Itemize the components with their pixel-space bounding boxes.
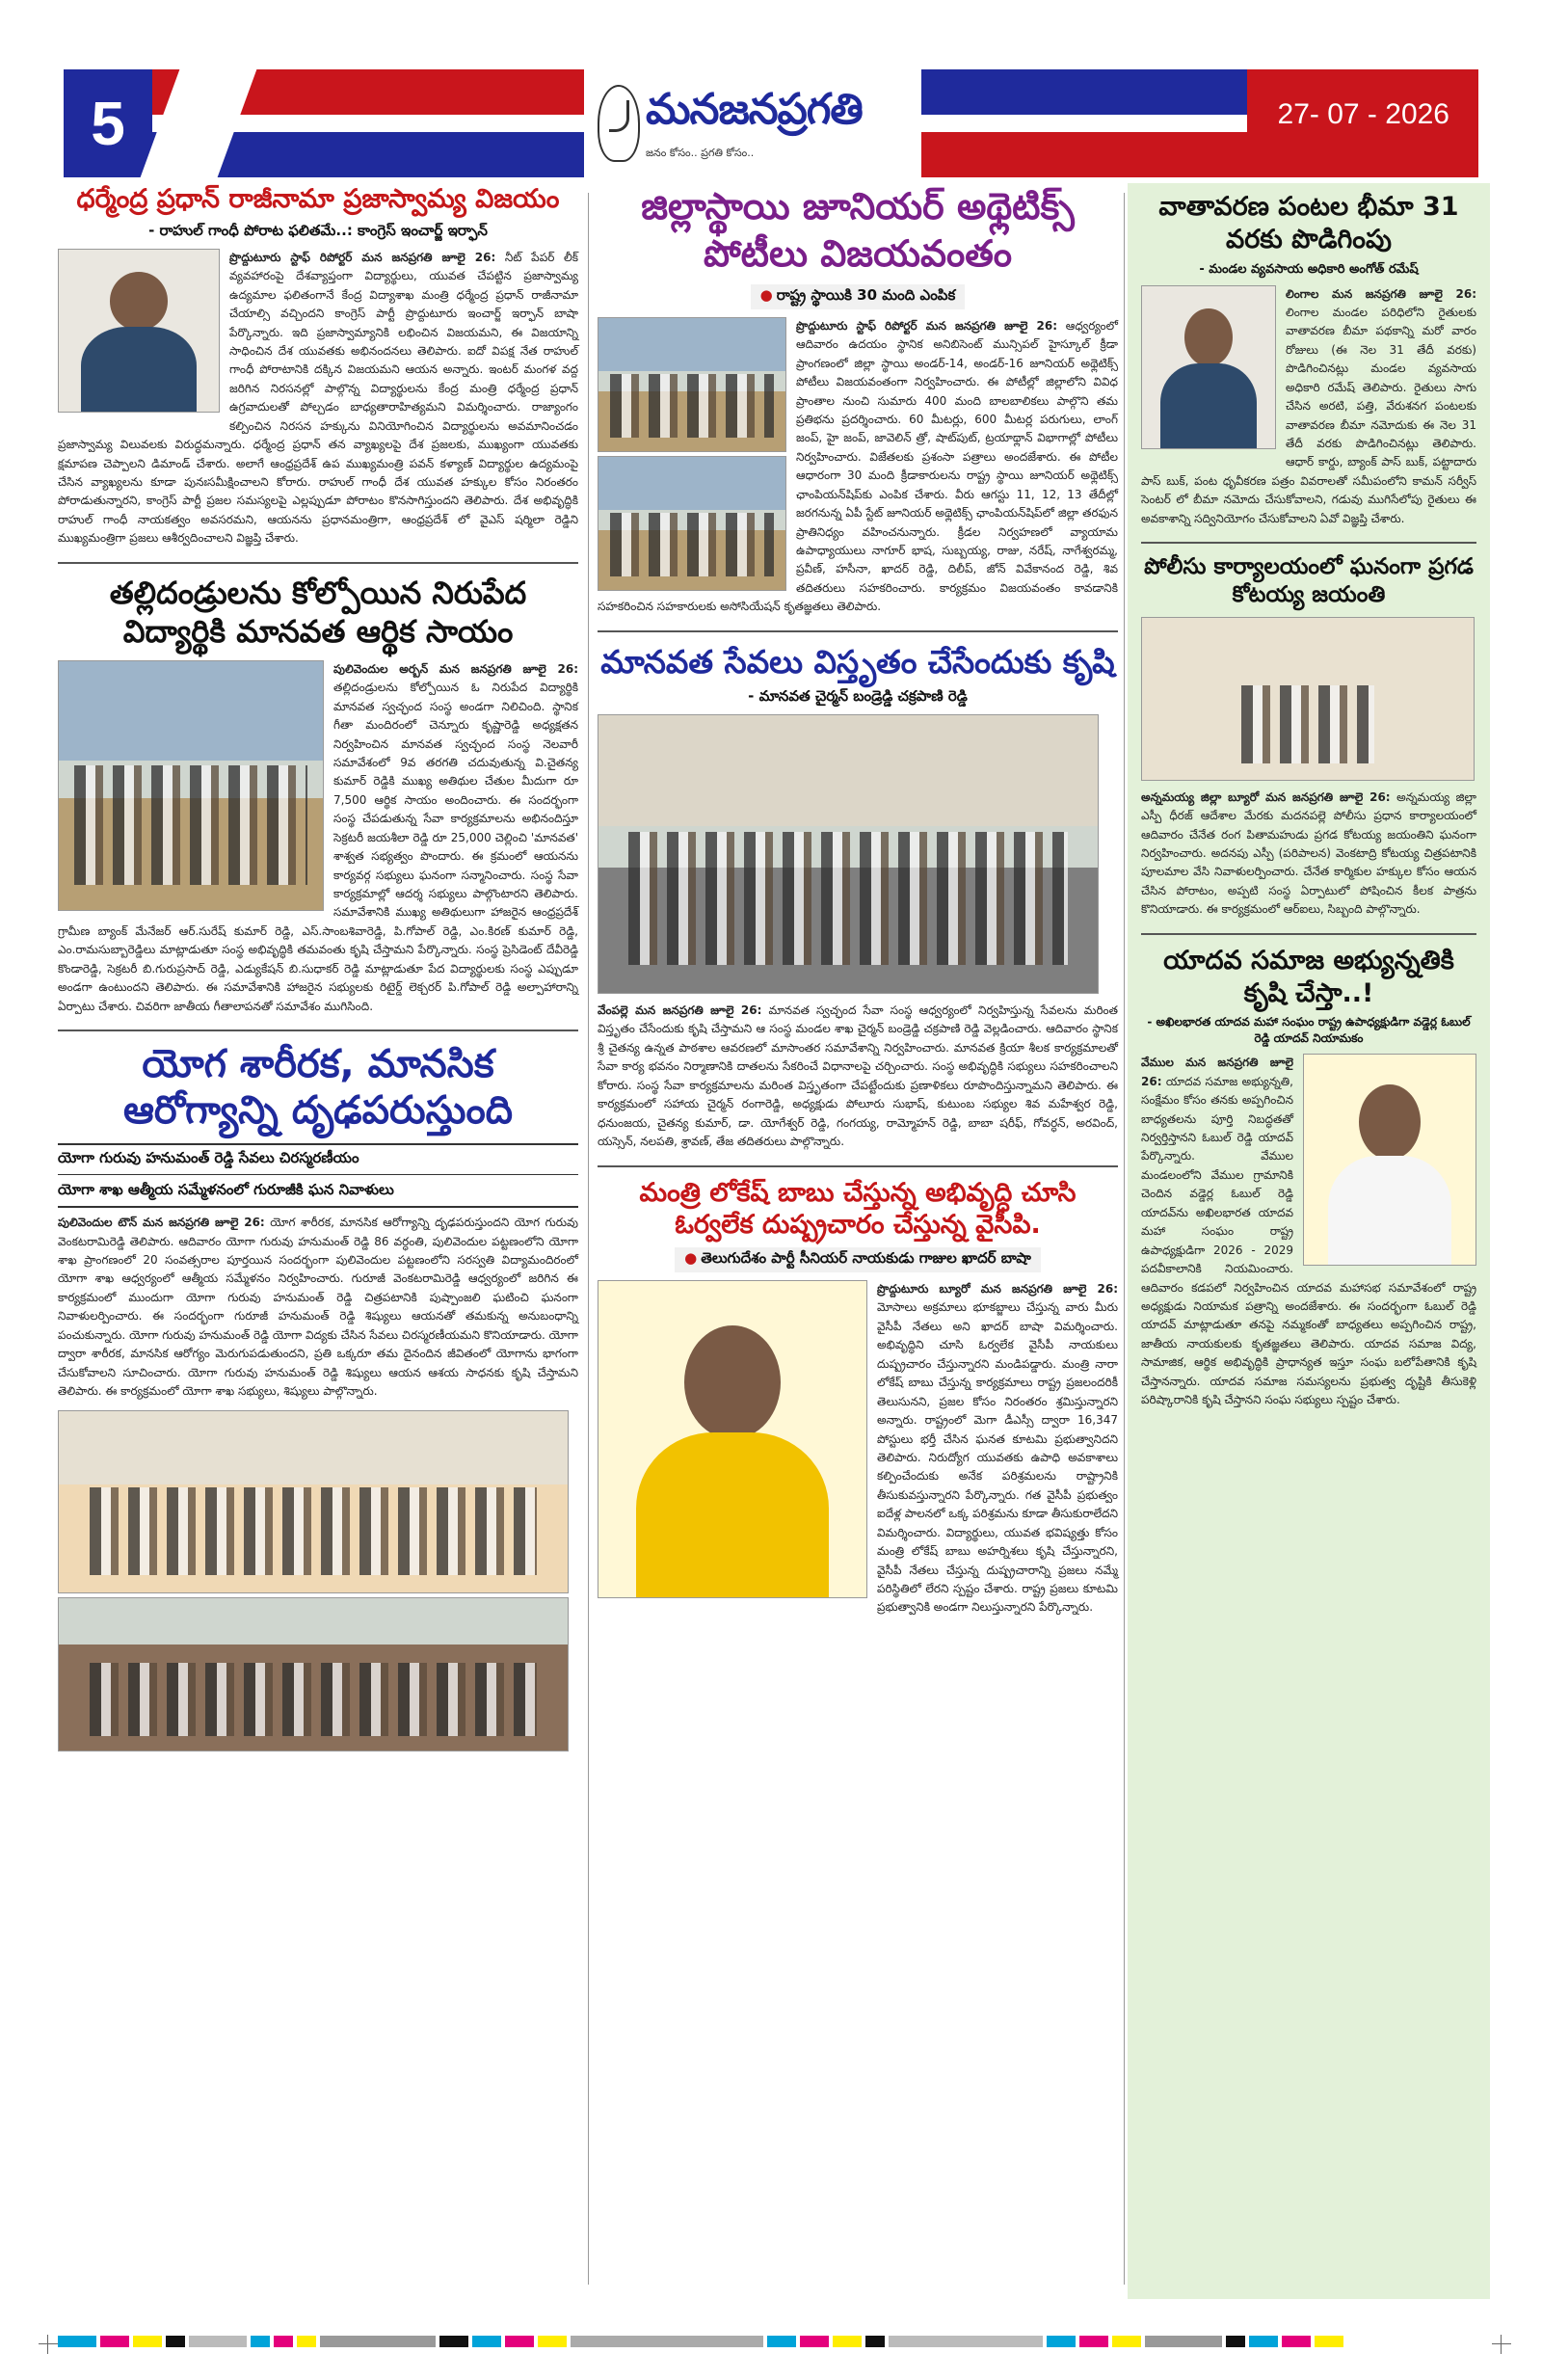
photo-obul-reddy-yadav xyxy=(1303,1054,1476,1266)
article-manavata-student-aid xyxy=(58,574,578,1016)
newspaper-name: మనజనప్రగతి xyxy=(646,85,863,134)
article-body xyxy=(598,1002,1118,1152)
article-text: నీట్ పేపర్ లీక్ వ్యవహారంపై దేశవ్యాప్తంగా విద్యార్థులు, యువత చేపట్టిన ప్రజాస్వామ్య ఉద్యమాల ఫలితంగానే కేంద్ర విద్యాశాఖ మంత్రి ధర్మేంద్ర ప్రధాన్ రాజీనామా చేయాల్సి వచ్చిందని కాంగ్రెస్ పార్టీ ప్రొద్దుటూరు ఇంచార్జ్ ఇర్ఫాన్ బాషా పేర్కొన్నారు. ఇది ప్రజాస్వామ్యానికి లభించిన విజయమని, ఈ విజయాన్ని సాధించిన దేశ యువతకు అభినందనలు తెలిపారు. ఐదో విపక్ష నేత రాహుల్ గాంధీ పోరాటానికి దక్కిన విజయమని ఆయన అన్నారు. ఇంటర్ మంగళ వద్ద జరిగిన నిరసనల్లో పాల్గొన్న విద్యార్థులను కేంద్ర మంత్రి ధర్మేంద్ర ప్రధాన్ ఉగ్రవాదులతో పోల్చడం బాధ్యతారాహిత్యమని విమర్శించారు. రాజ్యాంగం కల్పించిన నిరసన హక్కును వినియోగించిన విద్యార్థులను అవమానించడం ప్రజాస్వామ్య విలువలకు విరుద్ధమన్నారు. ధర్మేంద్ర ప్రధాన్ తన వ్యాఖ్యలపై దేశ ప్రజలకు, ముఖ్యంగా యువతకు క్షమాపణ చెప్పాలని డిమాండ్ చేశారు. అలాగే ఆంధ్రప్రదేశ్ ఉప ముఖ్యమంత్రి పవన్ కళ్యాణ్ విద్యార్థుల ఉద్యమంపై చేసిన వ్యాఖ్యలను కూడా పునఃసమీక్షించాలని కోరారు. రాహుల్ గాంధీ దేశ యువత హక్కుల కోసం నిరంతరం పోరాడుతున్నారని, కాంగ్రెస్ పార్టీ ప్రజల సమస్యలపై ఎల్లప్పుడూ పోరాటం కొనసాగిస్తుందని తెలిపారు. దేశ అభివృద్ధికి రాహుల్ గాంధీ నాయకత్వం అవసరమని, ఆయనను ప్రధానమంత్రిగా, ఆంధ్రప్రదేశ్ లో వైఎస్ షర్మిలా రెడ్డిని ముఖ్యమంత్రిగా ప్రజలు ఆశీర్వదించాలని విజ్ఞప్తి చేశారు. xyxy=(58,250,578,546)
photo-angoth-ramesh xyxy=(1141,285,1276,449)
article-headline: ధర్మేంద్ర ప్రధాన్ రాజీనామా ప్రజాస్వామ్య విజయం xyxy=(76,184,560,214)
color-registration-strip xyxy=(58,2333,1484,2350)
article-dateline: లింగాల మన జనప్రగతి జూలై 26: xyxy=(1286,286,1476,301)
article-headline: యోగ శారీరక, మానసిక ఆరోగ్యాన్ని దృఢపరుస్తుంది xyxy=(122,1042,514,1134)
article-dateline: పులివెందుల టౌన్ మన జనప్రగతి జూలై 26: xyxy=(58,1216,265,1230)
article-text: మోసాలు అక్రమాలు భూకబ్జాలు చేస్తున్న వారు మీరు వైసీపీ నేతలు అని ఖాదర్ బాషా విమర్శించారు. అభివృద్ధిని చూసి ఓర్వలేక వైసీపీ నాయకులు దుష్ప్రచారం చేస్తున్నారని మండిపడ్డారు. మంత్రి నారా లోకేష్ బాబు చేస్తున్న కార్యక్రమాలు రాష్ట్ర ప్రజలందరికీ తెలుసునని, ప్రజల కోసం నిరంతరం శ్రమిస్తున్నారని అన్నారు. రాష్ట్రంలో మెగా డీఎస్సీ ద్వారా 16,347 పోస్టులు భర్తీ చేసిన ఘనత కూటమి ప్రభుత్వానిదని తెలిపారు. నిరుద్యోగ యువతకు ఉపాధి అవకాశాలు కల్పించేందుకు అనేక పరిశ్రమలను రాష్ట్రానికి తీసుకువస్తున్నారని పేర్కొన్నారు. గత వైసీపీ ప్రభుత్వం ఐదేళ్ల పాలనలో ఒక్క పరిశ్రమను కూడా తీసుకురాలేదని విమర్శించారు. విద్యార్థులు, యువత భవిష్యత్తు కోసం మంత్రి లోకేష్ బాబు అహర్నిశలు కృషి చేస్తున్నారని, వైసీపీ నేతలు చేస్తున్న దుష్ప్రచారాన్ని ప్రజలు నమ్మే పరిస్థితిలో లేరని స్పష్టం చేశారు. రాష్ట్ర ప్రజలు కూటమి ప్రభుత్వానికి అండగా నిలుస్తున్నారని పేర్కొన్నారు. xyxy=(877,1300,1118,1615)
article-subheadline: ● రాష్ట్ర స్థాయికి 30 మంది ఎంపిక xyxy=(751,284,966,309)
article-dateline: వేంపల్లె మన జనప్రగతి జూలై 26: xyxy=(598,1003,762,1018)
article-subheadline: - అఖిలభారత యాదవ మహా సంఘం రాష్ట్ర ఉపాధ్యక్షుడిగా వడ్డెర్ల ఓబుల్ రెడ్డి యాదవ్ నియామకం xyxy=(1147,1015,1471,1046)
newspaper-tagline: జనం కోసం.. ప్రగతి కోసం.. xyxy=(646,147,755,159)
article-body xyxy=(58,1214,578,1401)
article-subheadline: యోగా గురువు హనుమంత్ రెడ్డి సేవలు చిరస్మరణీయం xyxy=(58,1143,578,1175)
article-subheadline: - మండల వ్యవసాయ అధికారి అంగోత్ రమేష్ xyxy=(1199,261,1419,277)
masthead-logo xyxy=(584,69,921,177)
article-headline: వాతావరణ పంటల భీమా 31 వరకు పొడిగింపు xyxy=(1158,192,1459,254)
article-text: తల్లిదండ్రులను కోల్పోయిన ఓ నిరుపేద విద్యార్థికి మానవత స్వచ్ఛంద సంస్థ అండగా నిలిచింది. స్థానిక గీతా మందిరంలో చెన్నూరు కృష్ణారెడ్డి అధ్యక్షతన నిర్వహించిన మానవత స్వచ్ఛంద సంస్థ నెలవారీ సమావేశంలో 9వ తరగతి చదువుతున్న వి.చైతన్య కుమార్ రెడ్డికి ముఖ్య అతిథుల చేతుల మీదుగా రూ 7,500 ఆర్థిక సాయం అందించారు. ఈ సందర్భంగా సంస్థ చేపడుతున్న సేవా కార్యక్రమాలను అభినందిస్తూ సెక్రటరీ జయశీలా రెడ్డి రూ 25,000 చెల్లించి 'మానవత' శాశ్వత సభ్యత్వం పొందారు. ఈ క్రమంలో ఆయనను కార్యవర్గ సభ్యులు ఘనంగా సన్మానించారు. సంస్థ సేవా కార్యక్రమాల్లో ఆదర్శ సభ్యులు పాల్గొంటారని తెలిపారు. సమావేశానికి ముఖ్య అతిథులుగా హాజరైన ఆంధ్రప్రదేశ్ గ్రామీణ బ్యాంక్ మేనేజర్ ఆర్.సురేష్ కుమార్ రెడ్డి, ఎస్.సాంబశివారెడ్డి, పి.గోపాల్ రెడ్డి, ఎం.కిరణ్ కుమార్ రెడ్డి, ఎం.రామసుబ్బారెడ్డిలు మాట్లాడుతూ సంస్థ అభివృద్ధికి తమవంతు కృషి చేస్తామని పేర్కొన్నారు. సంస్థ ప్రెసిడెంట్ దేవీరెడ్డి కొండారెడ్డి, సెక్రటరీ బి.గురుప్రసాద్ రెడ్డి, ఎడ్యుకేషన్ బి.సుధాకర్ రెడ్డి మాట్లాడుతూ పేద విద్యార్థులకు సంస్థ ఎప్పుడూ అండగా ఉంటుందని తెలిపారు. ఈ సమావేశానికి హాజరైన సభ్యులకు రిటైర్డ్ లెక్చరర్ పి.గోపాల్ రెడ్డి అల్పాహారాన్ని ఏర్పాటు చేశారు. చివరిగా జాతీయ గీతాలాపనతో సమావేశం ముగిసింది. xyxy=(58,681,578,1013)
article-headline: మానవత సేవలు విస్తృతం చేసేందుకు కృషి xyxy=(600,642,1115,681)
article-manavata-services xyxy=(598,642,1118,1152)
article-headline: మంత్రి లోకేష్ బాబు చేస్తున్న అభివృద్ధి చూసి ఓర్వలేక దుష్ప్రచారం చేస్తున్న వైసీపి. xyxy=(639,1177,1077,1241)
article-subheadline: ● తెలుగుదేశం పార్టీ సీనియర్ నాయకుడు గాజుల ఖాదర్ బాషా xyxy=(675,1247,1041,1272)
article-text: యాదవ సమాజ అభ్యున్నతి, సంక్షేమం కోసం తనకు అప్పగించిన బాధ్యతలను పూర్తి నిబద్ధతతో నిర్వర్తిస్తానని ఓబుల్ రెడ్డి యాదవ్ పేర్కొన్నారు. వేముల మండలంలోని వేముల గ్రామానికి చెందిన వడ్డెర్ల ఓబుల్ రెడ్డి యాదవ్‌ను అఖిలభారత యాదవ మహా సంఘం రాష్ట్ర ఉపాధ్యక్షుడిగా 2026 - 2029 పదవీకాలానికి నియమించారు. ఆదివారం కడపలో నిర్వహించిన యాదవ మహాసభ సమావేశంలో రాష్ట్ర అధ్యక్షుడు నియామక పత్రాన్ని అందజేశారు. ఈ సందర్భంగా ఓబుల్ రెడ్డి యాదవ్ మాట్లాడుతూ తనపై నమ్మకంతో బాధ్యతలు అప్పగించిన రాష్ట్ర, జాతీయ నాయకులకు కృతజ్ఞతలు తెలిపారు. యాదవ సమాజ విద్య, సామాజిక, ఆర్థిక అభివృద్ధికి ప్రాధాన్యత ఇస్తూ సంఘ బలోపేతానికి కృషి చేస్తానన్నారు. యాదవ సమాజ సమస్యలను ప్రభుత్వ దృష్టికి తీసుకెళ్లి పరిష్కారానికి కృషి చేస్తానని సంఘ సభ్యులు స్పష్టం చేశారు. xyxy=(1141,1074,1476,1407)
article-dateline: వేముల మన జనప్రగతి జూలై 26: xyxy=(1141,1056,1293,1088)
article-text: మానవత స్వచ్ఛంద సేవా సంస్థ ఆధ్వర్యంలో నిర్వహిస్తున్న సేవలను మరింత విస్తృతం చేసేందుకు కృషి చేస్తామని ఆ సంస్థ మండల శాఖ చైర్మన్ బండ్రెడ్డి చక్రపాణి రెడ్డి వెల్లడించారు. ఆదివారం స్థానిక శ్రీ చైతన్య ఉన్నత పాఠశాల ఆవరణలో మాసాంతర సమావేశాన్ని నిర్వహించారు. మానవత క్రియా శీలక కార్యక్రమాలతో సేవా కార్య భవనం నిర్మాణానికి దాతలను సేకరించే విధానాలపై చర్చించారు. సంస్థ అభివృద్ధికి సభ్యులు సహకరించాలని కోరారు. సంస్థ సేవా కార్యక్రమాలను మరింత విస్తృతంగా చేపట్టేందుకు ప్రణాళికలు రూపొందిస్తున్నామని తెలిపారు. ఈ కార్యక్రమంలో సహాయ చైర్మన్ రంగారెడ్డి, అధ్యక్షుడు పోలూరు సుభాష్, కుటుంబ సభ్యుల శివ మహేశ్వర రెడ్డి, ధనుంజయ, చైతన్య కుమార్, డా. యోగేశ్వర్ రెడ్డి, గంగయ్య, రామ్మోహన్ రెడ్డి, బాబా షరీఫ్, గోవర్ధన్, అరవింద్, యస్సెన్, నలపతి, శ్రావణ్, తేజ తదితరులు పాల్గొన్నారు. xyxy=(598,1003,1118,1149)
article-kotayya-jayanthi xyxy=(1141,553,1476,920)
article-yadava-samaja xyxy=(1141,945,1476,1410)
article-subheadline: యోగా శాఖ ఆత్మీయ సమ్మేళనంలో గురూజీకి ఘన నివాళులు xyxy=(58,1181,578,1208)
article-headline: జిల్లాస్థాయి జూనియర్ అథ్లెటిక్స్ పోటీలు విజయవంతం xyxy=(641,185,1075,276)
article-subheadline: - మానవత చైర్మన్ బండ్రెడ్డి చక్రపాణి రెడ్డి xyxy=(748,687,968,706)
article-yoga xyxy=(58,1041,578,1752)
article-dateline: పులివెందుల అర్బన్ మన జనప్రగతి జూలై 26: xyxy=(333,661,578,676)
newspaper-logo-icon xyxy=(598,85,640,162)
photo-tug-of-war xyxy=(598,456,786,591)
article-dateline: ప్రొద్దుటూరు బ్యూరో మన జనప్రగతి జూలై 26: xyxy=(877,1282,1118,1297)
column-left xyxy=(58,183,578,1765)
article-separator xyxy=(1141,542,1476,544)
article-junior-athletics xyxy=(598,183,1118,617)
column-divider xyxy=(588,193,589,2285)
photo-yoga-audience xyxy=(58,1597,569,1752)
article-dateline: అన్నమయ్య జిల్లా బ్యూరో మన జనప్రగతి జూలై 26: xyxy=(1141,789,1391,804)
masthead-slant xyxy=(141,69,257,177)
photo-stack xyxy=(598,317,786,591)
column-center xyxy=(598,183,1118,1631)
article-text: యోగ శారీరక, మానసిక ఆరోగ్యాన్ని దృఢపరుస్తుందని యోగ గురువు వెంకటరామిరెడ్డి తెలిపారు. ఆదివారం యోగా గురువు హనుమంత్ రెడ్డి 86 వర్ధంతి, పులివెందుల పట్టణంలోని యోగా శాఖ ప్రాంగణంలో 20 సంవత్సరాల పూర్తయిన సందర్భంగా పులివెందుల పట్టణంలోని సరస్వతి విద్యామందిరంలో యోగా శాఖ ఆధ్వర్యంలో ఆత్మీయ సమ్మేళనం నిర్వహించారు. గురూజీ వెంకటరామిరెడ్డి ఆధ్వర్యంలో జరిగిన ఈ కార్యక్రమంలో ముందుగా యోగా గురువు హనుమంత్ రెడ్డి చిత్రపటానికి పుష్పాంజలి ఘటించి ఘనంగా నివాళులర్పించారు. ఈ సందర్భంగా గురూజీ హనుమంత్ రెడ్డి శిష్యులు ఆయనతో తమకున్న అనుబంధాన్ని పంచుకున్నారు. యోగా గురువు హనుమంత్ రెడ్డి యోగా విద్యకు చేసిన సేవలు చిరస్మరణీయమని కొనియాడారు. యోగా ద్వారా శారీరక, మానసిక ఆరోగ్యం మెరుగుపడుతుందని, ప్రతి ఒక్కరూ తమ దైనందిన జీవితంలో యోగాను భాగంగా చేసుకోవాలని సూచించారు. యోగా గురువు హనుమంత్ రెడ్డి శిష్యులు ఆయన ఆశయ సాధనకు కృషి చేస్తామని తెలిపారు. ఈ కార్యక్రమంలో యోగా శాఖ సభ్యులు, శిష్యులు పాల్గొన్నారు. xyxy=(58,1216,578,1398)
article-text: అన్నమయ్య జిల్లా ఎస్పీ ధీరజ్ ఆదేశాల మేరకు మదనపల్లె పోలీసు ప్రధాన కార్యాలయంలో ఆదివారం చేనేత రంగ పితామహుడు ప్రగడ కోటయ్య జయంతిని ఘనంగా నిర్వహించారు. అదనపు ఎస్పీ (పరిపాలన) వెంకటాద్రి కోటయ్య చిత్రపటానికి పూలమాల వేసి నివాళులర్పించారు. చేనేత కార్మికుల హక్కుల కోసం ఆయన చేసిన పోరాటం, అప్పటి సంస్థ ఏర్పాటులో పోషించిన కీలక పాత్రను కొనియాడారు. ఈ కార్యక్రమంలో ఆర్ఐలు, సిబ్బంది పాల్గొన్నారు. xyxy=(1141,789,1476,917)
column-right xyxy=(1128,183,1490,2299)
article-subheadline: - రాహుల్ గాంధీ పోరాట ఫలితమే..: కాంగ్రెస్ ఇంచార్జ్ ఇర్ఫాన్ xyxy=(148,221,488,239)
page-number: 5 xyxy=(64,69,152,177)
article-separator xyxy=(598,1165,1118,1167)
photo-aid-handover xyxy=(58,660,324,911)
article-crop-insurance xyxy=(1141,191,1476,528)
issue-date: 27- 07 - 2026 xyxy=(1277,98,1449,130)
article-separator xyxy=(1141,933,1476,935)
photo-athletics-race xyxy=(598,317,786,452)
article-dateline: ప్రొద్దుటూరు స్టాఫ్ రిపోర్టర్ మన జనప్రగతి జూలై 26: xyxy=(229,250,496,264)
article-headline: పోలీసు కార్యాలయంలో ఘనంగా ప్రగడ కోటయ్య జయంతి xyxy=(1144,554,1474,607)
photo-yoga-tribute xyxy=(58,1410,569,1593)
article-headline: యాదవ సమాజ అభ్యున్నతికి కృషి చేస్తా..! xyxy=(1163,945,1454,1008)
article-headline: తల్లిదండ్రులను కోల్పోయిన నిరుపేద విద్యార్థికి మానవత ఆర్థిక సాయం xyxy=(109,574,527,650)
photo-manavata-meeting xyxy=(598,714,1099,994)
photo-irfan-basha xyxy=(58,249,220,413)
photo-khadar-basha xyxy=(598,1280,867,1598)
article-text: లింగాల మండల పరిధిలోని రైతులకు వాతావరణ బీమా పథకాన్ని మరో వారం రోజులు (ఈ నెల 31 తేదీ వరకు) పొడిగించినట్లు మండల వ్యవసాయ అధికారి రమేష్ తెలిపారు. రైతులు సాగు చేసిన అరటి, పత్తి, వేరుశనగ పంటలకు వాతావరణ బీమా నమోదుకు ఈ నెల 31 తేదీ వరకు పొడిగించినట్లు తెలిపారు. ఆధార్ కార్డు, బ్యాంక్ పాస్ బుక్, పట్టాదారు పాస్ బుక్, పంట ధృవీకరణ పత్రం వివరాలతో సమీపంలోని కామన్ సర్వీస్ సెంటర్ లో బీమా నమోదు చేసుకోవాలని, గడువు ముగిసేలోపు రైతులు ఈ అవకాశాన్ని సద్వినియోగం చేసుకోవాలని ఏవో విజ్ఞప్తి చేశారు. xyxy=(1141,305,1476,525)
article-separator xyxy=(598,630,1118,632)
article-pradhan-resignation xyxy=(58,183,578,548)
column-divider xyxy=(1124,193,1125,2285)
masthead-left-band xyxy=(64,69,584,177)
article-dateline: ప్రొద్దుటూరు స్టాఫ్ రిపోర్టర్ మన జనప్రగతి జూలై 26: xyxy=(796,318,1058,333)
article-lokesh-development xyxy=(598,1177,1118,1618)
masthead-right-band xyxy=(921,69,1478,177)
photo-kotayya-tribute xyxy=(1141,617,1475,781)
article-text: ఆధ్వర్యంలో ఆదివారం ఉదయం స్థానిక అనిబిసెంట్ మున్సిపల్ హైస్కూల్ క్రీడా ప్రాంగణంలో జిల్లా స్థాయి అండర్-14, అండర్-16 జూనియర్ అథ్లెటిక్స్ పోటీలు విజయవంతంగా నిర్వహించారు. ఈ పోటీల్లో జిల్లాలోని వివిధ ప్రాంతాల నుంచి సుమారు 400 మంది బాలబాలికలు పాల్గొని తమ ప్రతిభను ప్రదర్శించారు. 60 మీటర్లు, 600 మీటర్ల పరుగులు, లాంగ్ జంప్, హై జంప్, జావెలిన్ త్రో, షాట్‌పుట్, ట్రయాథ్లాన్ విభాగాల్లో పోటీలు నిర్వహించారు. విజేతలకు ప్రశంసా పత్రాలు అందజేశారు. ఈ పోటీల ఆధారంగా 30 మంది క్రీడాకారులను రాష్ట్ర స్థాయి జూనియర్ అథ్లెటిక్స్ ఛాంపియన్‌షిప్‌కు ఎంపిక చేశారు. వీరు ఆగస్టు 11, 12, 13 తేదీల్లో జరగనున్న ఏపీ స్టేట్ జూనియర్ అథ్లెటిక్స్ ఛాంపియన్‌షిప్‌లో జిల్లా తరఫున ప్రాతినిధ్యం వహించనున్నారు. క్రీడల నిర్వహణలో వ్యాయామ ఉపాధ్యాయులు నాగూర్ భాష, సుబ్బయ్య, రాజు, నరేష్, నాగేశ్వరమ్మ, ప్రవీణ్, హసీనా, ఖాదర్ రెడ్డి, దిలీప్, జోన్ వివేకానంద రెడ్డి, శివ తదితరులు సహకరించారు. కార్యక్రమం విజయవంతం కావడానికి సహకరించిన సహకారులకు అసోసియేషన్ కృతజ్ఞతలు తెలిపారు. xyxy=(598,318,1118,614)
article-separator xyxy=(58,562,578,564)
article-separator xyxy=(58,1030,578,1031)
masthead xyxy=(64,69,1478,177)
registration-mark-icon xyxy=(39,2335,58,2354)
article-body xyxy=(1141,789,1476,920)
registration-mark-icon xyxy=(1492,2335,1511,2354)
